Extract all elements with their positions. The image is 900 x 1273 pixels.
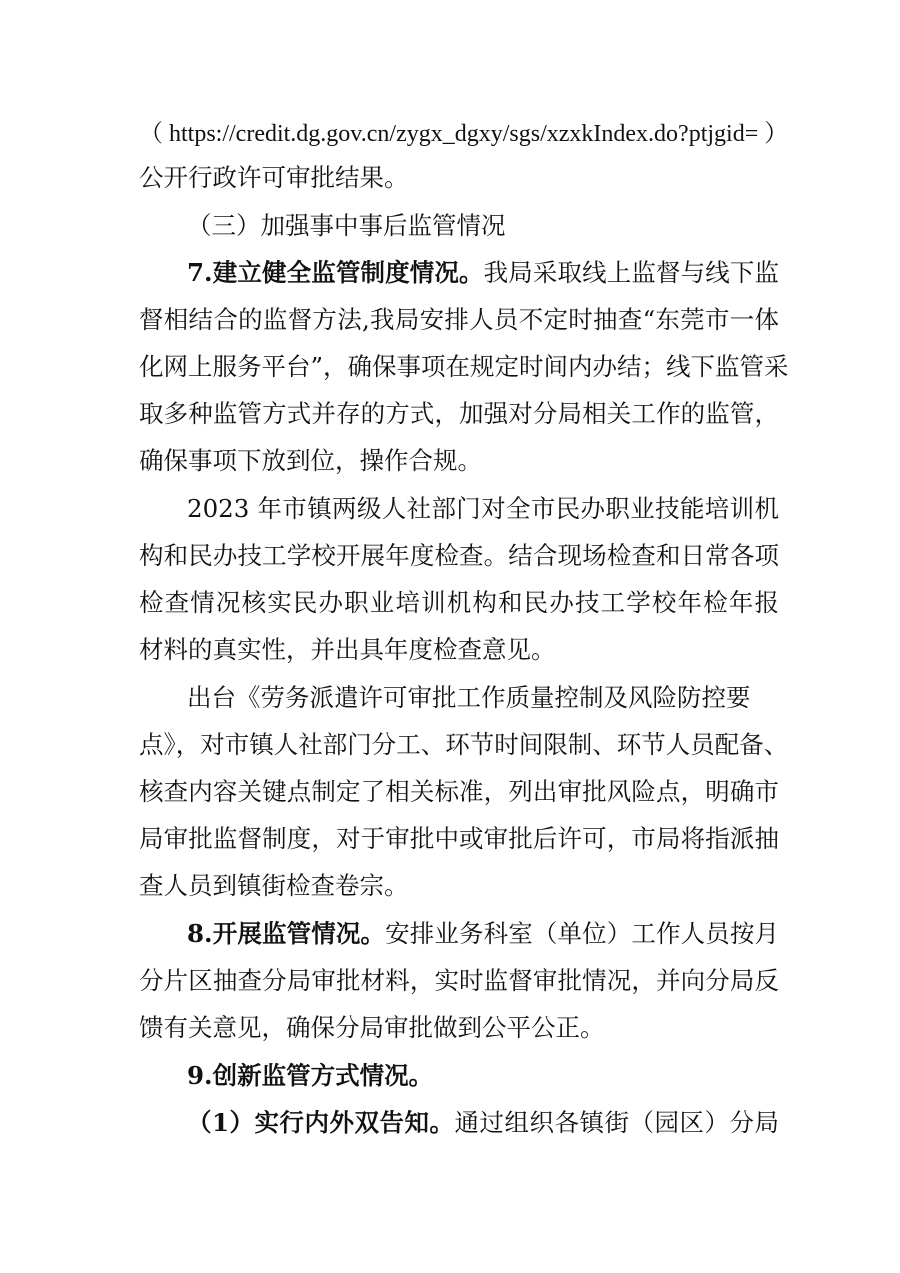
paragraph-line: 馈有关意见，确保分局审批做到公平公正。 bbox=[139, 1013, 605, 1042]
paragraph-line: 分片区抽查分局审批材料，实时监督审批情况，并向分局反 bbox=[139, 966, 779, 995]
item8-text: 安排业务科室（单位）工作人员按月 bbox=[385, 919, 779, 948]
paragraph-line: 公开行政许可审批结果。 bbox=[139, 163, 409, 192]
paragraph-line: 出台《劳务派遣许可审批工作质量控制及风险防控要 bbox=[187, 683, 751, 712]
paragraph-line: 构和民办技工学校开展年度检查。结合现场检查和日常各项 bbox=[139, 541, 779, 570]
paragraph-line: 督相结合的监督方法,我局安排人员不定时抽查“东莞市一体 bbox=[139, 305, 779, 334]
item7-text: 我局采取线上监督与线下监 bbox=[483, 258, 780, 287]
paragraph-line: 检查情况核实民办职业培训机构和民办技工学校年检年报 bbox=[139, 588, 779, 617]
item7-title: 7.建立健全监管制度情况。 bbox=[187, 258, 484, 287]
item9-title: 9.创新监管方式情况。 bbox=[187, 1061, 434, 1090]
paragraph-line: 确保事项下放到位，操作合规。 bbox=[139, 446, 482, 475]
paragraph-line: 材料的真实性，并出具年度检查意见。 bbox=[139, 635, 556, 664]
paragraph-line: 局审批监督制度，对于审批中或审批后许可，市局将指派抽 bbox=[139, 824, 779, 853]
url-line: （ https://credit.dg.gov.cn/zygx_dgxy/sgs/xzxkIndex.do?ptjgid= ） bbox=[139, 121, 789, 147]
paragraph-line: 取多种监管方式并存的方式，加强对分局相关工作的监管， bbox=[139, 399, 779, 428]
item8-first-line bbox=[187, 916, 779, 952]
paragraph-line: 2023 年市镇两级人社部门对全市民办职业技能培训机 bbox=[187, 494, 779, 523]
item9-1-line bbox=[187, 1105, 779, 1141]
section-heading: （三）加强事中事后监管情况 bbox=[187, 211, 506, 240]
paragraph-line: 核查内容关键点制定了相关标准，列出审批风险点，明确市 bbox=[139, 777, 779, 806]
paragraph-line: 点》，对市镇人社部门分工、环节时间限制、环节人员配备、 bbox=[139, 730, 789, 759]
item9-1-title: （1）实行内外双告知。 bbox=[187, 1108, 455, 1137]
paragraph-line: 查人员到镇街检查卷宗。 bbox=[139, 871, 409, 900]
paragraph-line: 化网上服务平台”，确保事项在规定时间内办结；线下监管采 bbox=[139, 352, 789, 381]
item7-first-line bbox=[187, 255, 779, 291]
item8-title: 8.开展监管情况。 bbox=[187, 919, 386, 948]
item9-1-text: 通过组织各镇街（园区）分局 bbox=[454, 1108, 780, 1137]
